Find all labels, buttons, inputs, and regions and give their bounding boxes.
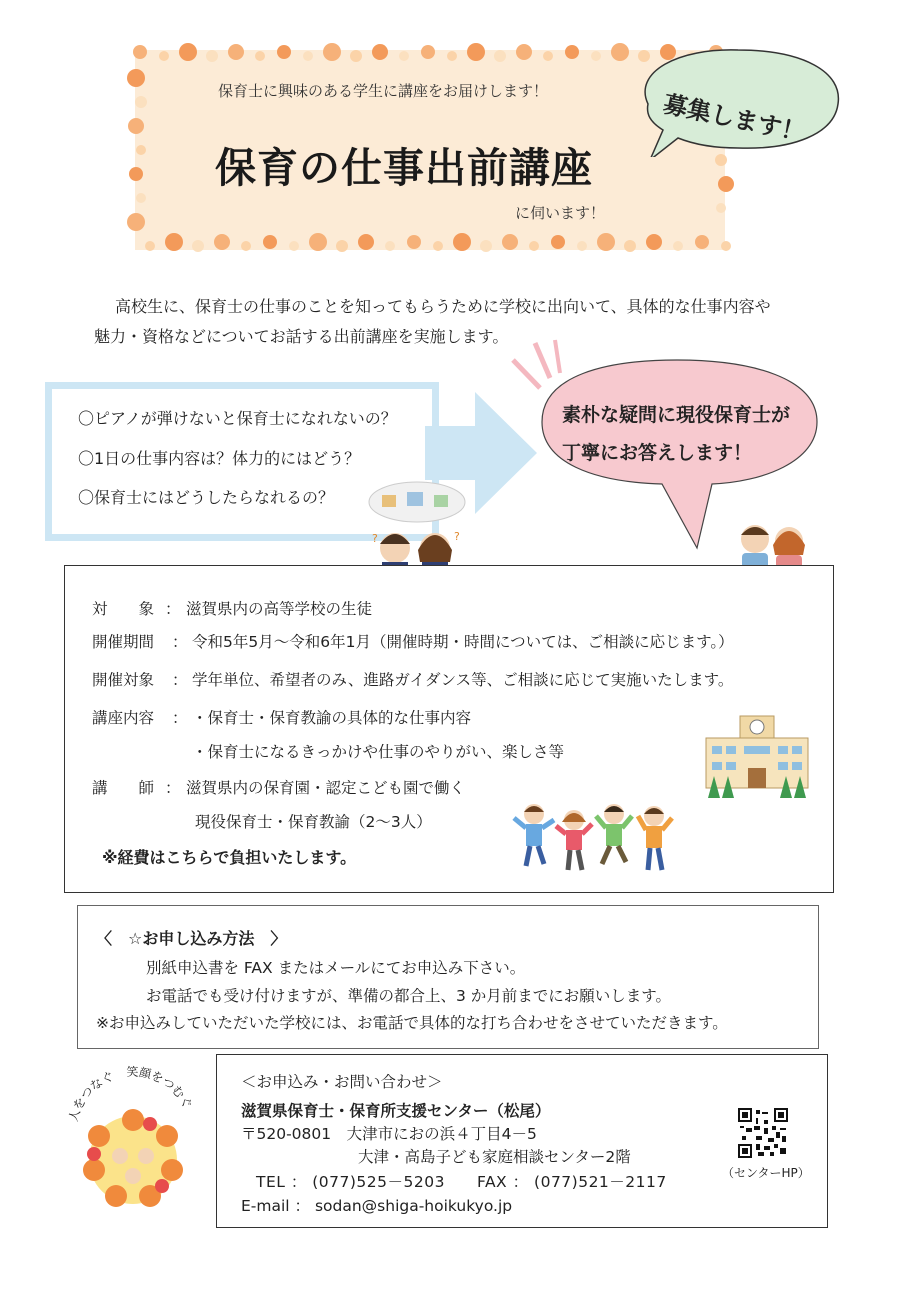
banner-dot xyxy=(565,45,579,59)
banner-dot xyxy=(385,241,395,251)
application-line-2: お電話でも受け付けますが、準備の都合上、3 か月前までにお願いします。 xyxy=(146,987,672,1005)
scope-label: 開催対象 xyxy=(92,671,155,689)
banner-dot xyxy=(241,241,251,251)
lecturer-value-2: 現役保育士・保育教諭（2～3人） xyxy=(195,813,432,831)
banner-dot xyxy=(277,45,291,59)
lecturer-value-1: 滋賀県内の保育園・認定こども園で働く xyxy=(186,779,466,797)
banner-dot xyxy=(358,234,374,250)
logo-arc-text: 人をつなぐ 笑顔をつむぐ xyxy=(66,1064,195,1124)
content-colon: ： xyxy=(172,709,188,727)
banner-dot xyxy=(145,241,155,251)
banner-dot xyxy=(263,235,277,249)
banner-dot xyxy=(494,50,506,62)
banner-dot xyxy=(433,241,443,251)
intro-line-2: 魅力・資格などについてお話する出前講座を実施します。 xyxy=(94,327,509,346)
banner-dot xyxy=(516,44,532,60)
question-2: 〇1日の仕事内容は？体力的にはどう？ xyxy=(78,449,361,468)
recruit-bubble-text: 募集します！ xyxy=(660,89,808,148)
target-colon: ： xyxy=(165,600,181,618)
target-label: 対 象 xyxy=(92,600,155,618)
banner-dot xyxy=(128,118,144,134)
banner-dot xyxy=(721,241,731,251)
banner-dot xyxy=(453,233,471,251)
answer-line-1: 素朴な疑問に現役保育士が xyxy=(562,404,791,426)
jumping-children-illustration xyxy=(512,800,677,878)
banner-dot xyxy=(127,69,145,87)
banner-dot xyxy=(673,241,683,251)
center-logo xyxy=(58,1058,208,1208)
application-line-1: 別紙申込書を FAX またはメールにてお申込み下さい。 xyxy=(146,959,526,977)
period-value: 令和5年5月～令和6年1月（開催時期・時間については、ご相談に応じます。） xyxy=(192,633,734,651)
banner-dot xyxy=(136,145,146,155)
banner-dot xyxy=(192,240,204,252)
banner-dot xyxy=(303,51,313,61)
contact-email-link[interactable]: E-mail ： sodan@shiga-hoikukyo.jp xyxy=(241,1197,513,1215)
application-heading: 〈 ☆お申し込み方法 〉 xyxy=(96,929,287,948)
content-value-2: ・保育士になるきっかけや仕事のやりがい、楽しさ等 xyxy=(192,743,565,761)
svg-text:?: ? xyxy=(372,532,378,545)
banner-dot xyxy=(165,233,183,251)
lecturer-colon: ： xyxy=(165,779,181,797)
banner-dot xyxy=(206,50,218,62)
banner-dot xyxy=(350,50,362,62)
banner-dot xyxy=(502,234,518,250)
banner-dot xyxy=(577,241,587,251)
contact-postal-address: 〒520-0801 大津市におの浜４丁目4－5 xyxy=(241,1125,537,1143)
banner-dot xyxy=(421,45,435,59)
application-line-3: ※お申込みしていただいた学校には、お電話で具体的な打ち合わせをさせていただきます。 xyxy=(96,1014,728,1032)
answer-line-2: 丁寧にお答えします！ xyxy=(562,442,753,464)
banner-dot xyxy=(179,43,197,61)
scope-colon: ： xyxy=(172,671,188,689)
qr-caption: （センターHP） xyxy=(722,1166,810,1180)
banner-dot xyxy=(159,51,169,61)
school-building-illustration xyxy=(702,712,812,800)
banner-dot xyxy=(716,203,726,213)
svg-text:?: ? xyxy=(454,530,460,543)
banner-dot xyxy=(611,43,629,61)
banner-dot xyxy=(129,167,143,181)
banner-dot xyxy=(597,233,615,251)
banner-dot xyxy=(624,240,636,252)
content-label: 講座内容 xyxy=(92,709,155,727)
lecturer-label: 講 師 xyxy=(92,779,155,797)
banner-dot xyxy=(336,240,348,252)
contact-phone-fax: TEL ： (077)525－5203 FAX ： (077)521－2117 xyxy=(256,1173,667,1191)
contact-building: 大津・高島子ども家庭相談センター2階 xyxy=(358,1148,631,1166)
banner-dot xyxy=(323,43,341,61)
banner-dot xyxy=(543,51,553,61)
banner-dot xyxy=(480,240,492,252)
question-3: 〇保育士にはどうしたらなれるの？ xyxy=(78,488,335,507)
banner-dot xyxy=(372,44,388,60)
target-value: 滋賀県内の高等学校の生徒 xyxy=(186,600,373,618)
period-colon: ： xyxy=(172,633,188,651)
period-label: 開催期間 xyxy=(92,633,155,651)
contact-organization: 滋賀県保育士・保育所支援センター（松尾） xyxy=(241,1102,551,1120)
banner-dot xyxy=(399,51,409,61)
banner-dot xyxy=(646,234,662,250)
qr-code-icon[interactable] xyxy=(738,1108,788,1158)
banner-dot xyxy=(695,235,709,249)
banner-dot xyxy=(255,51,265,61)
banner-dot xyxy=(214,234,230,250)
banner-dot xyxy=(718,176,734,192)
banner-dot xyxy=(133,45,147,59)
page-title: 保育の仕事出前講座 xyxy=(215,144,593,192)
banner-dot xyxy=(309,233,327,251)
scope-value: 学年単位、希望者のみ、進路ガイダンス等、ご相談に応じて実施いたします。 xyxy=(192,671,734,689)
banner-dot xyxy=(136,193,146,203)
banner-dot xyxy=(127,213,145,231)
banner-dot xyxy=(529,241,539,251)
cost-note: ※経費はこちらで負担いたします。 xyxy=(102,848,357,867)
banner-dot xyxy=(591,51,601,61)
banner-dot xyxy=(467,43,485,61)
content-value-1: ・保育士・保育教諭の具体的な仕事内容 xyxy=(192,709,472,727)
banner-dot xyxy=(228,44,244,60)
title-suffix: に伺います！ xyxy=(515,204,606,222)
question-1: 〇ピアノが弾けないと保育士になれないの？ xyxy=(78,409,397,428)
banner-dot xyxy=(289,241,299,251)
intro-line-1: 高校生に、保育士の仕事のことを知ってもらうために学校に出向いて、具体的な仕事内容や xyxy=(115,297,771,316)
banner-dot xyxy=(407,235,421,249)
banner-dot xyxy=(551,235,565,249)
banner-subtitle: 保育士に興味のある学生に講座をお届けします！ xyxy=(218,82,549,100)
banner-dot xyxy=(135,96,147,108)
banner-dot xyxy=(447,51,457,61)
contact-heading: ＜お申込み・お問い合わせ＞ xyxy=(241,1073,443,1091)
